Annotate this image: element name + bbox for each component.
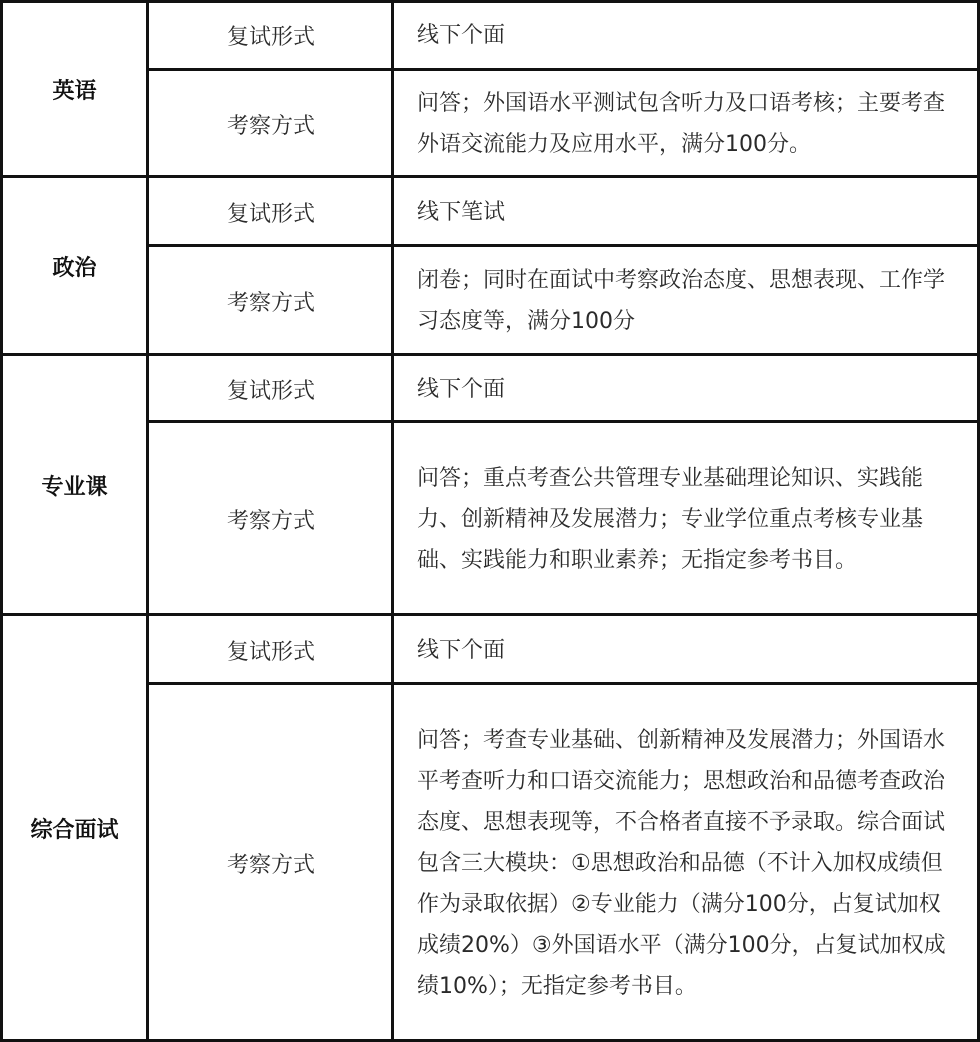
row-label-format — [150, 2, 392, 69]
row-label: 考察方式 — [226, 113, 315, 139]
row-value: 线下个面 — [417, 376, 506, 402]
row-value: 问答；重点考查公共管理专业基础理论知识、实践能力、创新精神及发展潜力；专业学位重点考核专业基础、实践能力和职业素养；无指定参考书目。 — [417, 465, 924, 573]
row-label: 考察方式 — [226, 852, 315, 878]
subject-cell-english — [2, 2, 147, 176]
section-divider — [0, 175, 980, 178]
row-value: 线下个面 — [417, 637, 506, 663]
column-divider-2 — [391, 0, 394, 1042]
row-label-format — [150, 617, 392, 683]
row-value: 问答；外国语水平测试包含听力及口语考核；主要考查外语交流能力及应用水平，满分100分。 — [417, 91, 946, 157]
row-value-format — [395, 357, 977, 421]
section-divider — [0, 353, 980, 356]
row-label: 复试形式 — [226, 378, 315, 404]
column-divider-1 — [146, 0, 149, 1042]
section-divider — [0, 613, 980, 616]
row-label-method — [150, 248, 392, 354]
row-value: 线下笔试 — [417, 199, 506, 225]
row-label-method — [150, 686, 392, 1040]
row-value: 线下个面 — [417, 23, 506, 48]
subject-label: 政治 — [52, 256, 97, 281]
row-label: 复试形式 — [226, 639, 315, 665]
row-label: 复试形式 — [226, 25, 315, 50]
row-value: 闭卷；同时在面试中考察政治态度、思想表现、工作学习态度等，满分100分 — [417, 268, 946, 334]
row-value-method — [395, 424, 977, 614]
subject-cell-comprehensive-interview — [2, 617, 147, 1040]
row-value-format — [395, 617, 977, 683]
row-label: 复试形式 — [226, 201, 315, 227]
subject-label: 英语 — [52, 78, 97, 104]
row-value-format — [395, 2, 977, 69]
row-label-format — [150, 179, 392, 245]
row-label-method — [150, 424, 392, 614]
row-value-method — [395, 72, 977, 176]
row-value-method — [395, 248, 977, 354]
row-label-method — [150, 72, 392, 176]
subject-cell-politics — [2, 179, 147, 354]
subject-label: 专业课 — [41, 475, 108, 500]
row-divider — [146, 68, 980, 71]
row-value: 问答；考查专业基础、创新精神及发展潜力；外国语水平考查听力和口语交流能力；思想政治和品德考查政治态度、思想表现等，不合格者直接不予录取。综合面试包含三大模块：①思想政治和品德（不计入加权成绩但作为录取依据）②专业能力（满分100分，占复试加权成绩20%）③外国语水平（满分100分，占复试加权成绩10%）；无指定参考书目。 — [417, 727, 946, 999]
row-label-format — [150, 357, 392, 421]
row-value-format — [395, 179, 977, 245]
row-divider — [146, 420, 980, 423]
table-border-left — [0, 0, 3, 1042]
subject-label: 综合面试 — [30, 818, 119, 843]
row-label: 考察方式 — [226, 508, 315, 534]
row-divider — [146, 244, 980, 247]
subject-cell-major — [2, 357, 147, 614]
row-label: 考察方式 — [226, 290, 315, 316]
row-divider — [146, 682, 980, 685]
row-value-method — [395, 686, 977, 1040]
